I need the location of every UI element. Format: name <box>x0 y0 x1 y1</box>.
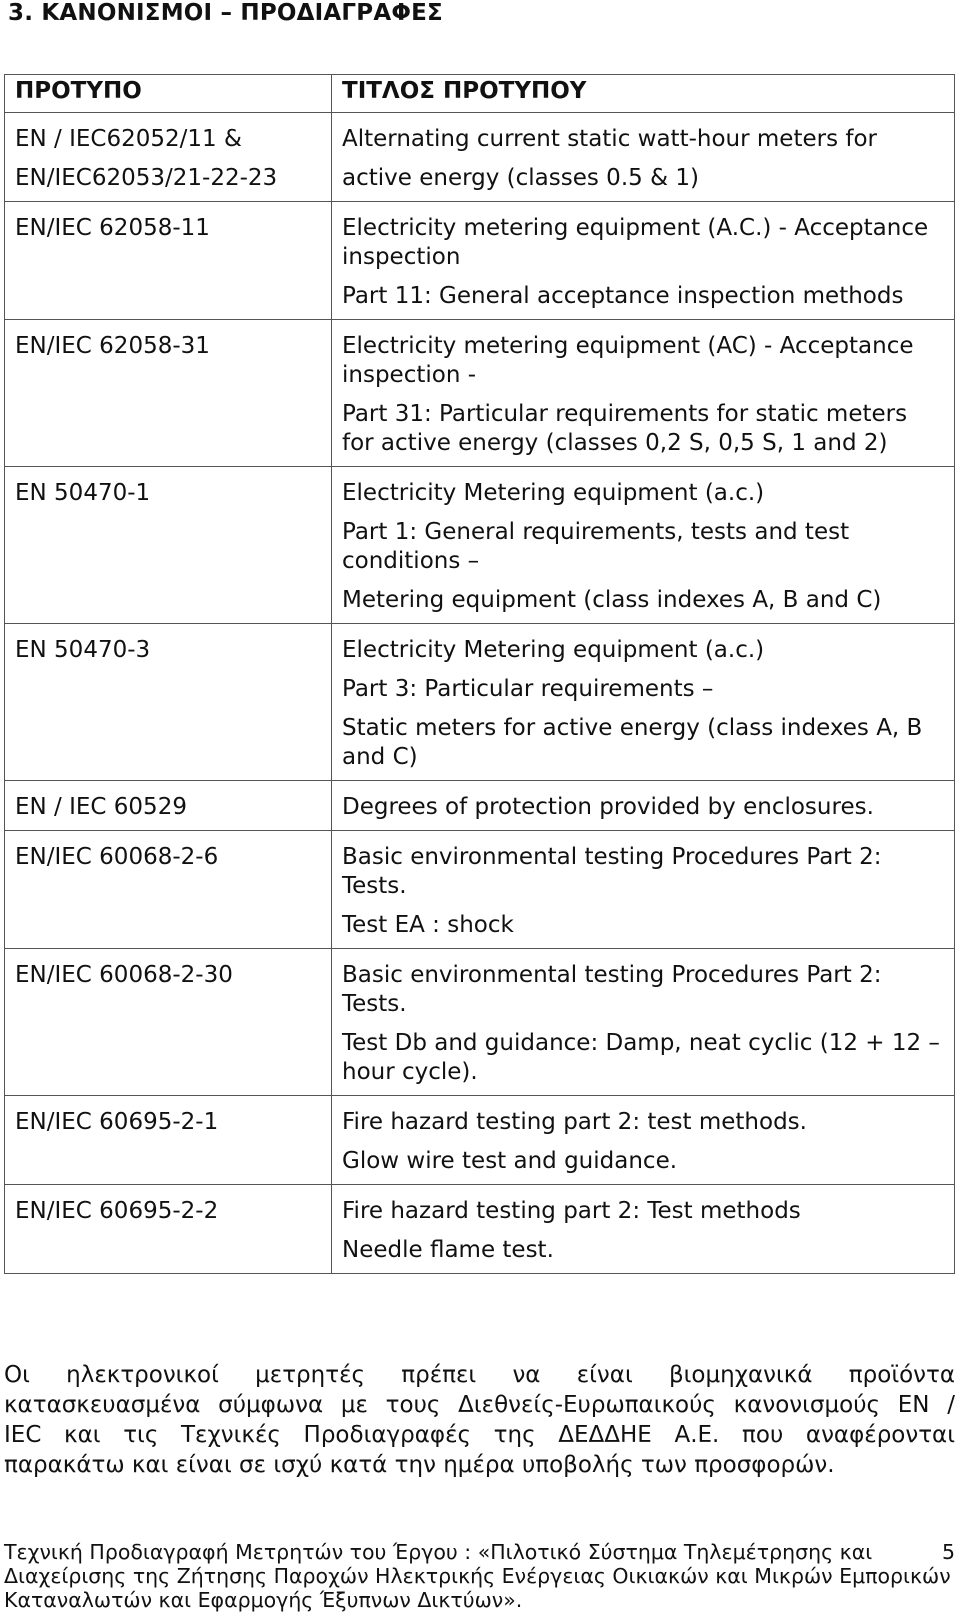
standard-code: EN/IEC 60068-2-6 <box>15 844 219 870</box>
standards-table <box>4 74 955 1274</box>
standard-title-line: Electricity Metering equipment (a.c.) <box>342 637 765 663</box>
header-title: ΤΙΤΛΟΣ ΠΡΟΤΥΠΟΥ <box>332 75 955 113</box>
standard-title-line: Degrees of protection provided by enclosures. <box>342 794 874 820</box>
page-footer <box>4 1540 955 1612</box>
standard-cell <box>5 949 332 1096</box>
table-row <box>5 624 955 781</box>
standard-title-line: Part 11: General acceptance inspection methods <box>342 283 904 309</box>
standard-cell <box>5 113 332 202</box>
title-cell <box>332 624 955 781</box>
standard-cell <box>5 831 332 949</box>
title-cell <box>332 467 955 624</box>
title-cell <box>332 1185 955 1274</box>
table-row <box>5 1185 955 1274</box>
header-standard: ΠΡΟΤΥΠΟ <box>5 75 332 113</box>
table-row <box>5 949 955 1096</box>
standard-code: EN/IEC 62058-31 <box>15 333 210 359</box>
table-row <box>5 202 955 320</box>
standard-cell <box>5 1096 332 1185</box>
table-header-row <box>5 75 955 113</box>
standard-cell <box>5 467 332 624</box>
title-cell <box>332 202 955 320</box>
section-heading: 3. ΚΑΝΟΝΙΣΜΟΙ – ΠΡΟΔΙΑΓΡΑΦΕΣ <box>8 0 443 26</box>
standard-title-line: Basic environmental testing Procedures Part 2: Tests. <box>342 962 882 1017</box>
paragraph-line: IEC και τις Τεχνικές Προδιαγραφές της ΔΕΔΔΗΕ Α.Ε. που αναφέρονται <box>4 1422 955 1448</box>
standard-code: EN / IEC62052/11 & <box>15 126 242 152</box>
body-paragraph <box>4 1360 955 1480</box>
standard-title-line: Part 31: Particular requirements for static meters for active energy (classes 0,2 S, 0,5 S, 1 and 2) <box>342 401 908 456</box>
standard-code: EN/IEC62053/21-22-23 <box>15 165 278 191</box>
standard-cell <box>5 1185 332 1274</box>
table-row <box>5 113 955 202</box>
paragraph-line: κατασκευασμένα σύμφωνα με τους Διεθνείς-Ευρωπαικούς κανονισμούς EN / <box>4 1392 955 1418</box>
standard-cell <box>5 320 332 467</box>
standard-cell <box>5 624 332 781</box>
standard-code: EN/IEC 60695-2-1 <box>15 1109 219 1135</box>
footer-line: Τεχνική Προδιαγραφή Μετρητών του Έργου : «Πιλοτικό Σύστημα Τηλεμέτρησης και <box>4 1540 873 1564</box>
standard-code: EN/IEC 62058-11 <box>15 215 210 241</box>
footer-line: Διαχείρισης της Ζήτησης Παροχών Ηλεκτρικής Ενέργειας Οικιακών και Μικρών Εμπορικών <box>4 1564 951 1588</box>
table-row <box>5 467 955 624</box>
table-row <box>5 320 955 467</box>
table-row <box>5 781 955 831</box>
standard-title-line: Test Db and guidance: Damp, neat cyclic (12 + 12 – hour cycle). <box>342 1030 940 1085</box>
standard-title-line: Part 1: General requirements, tests and test conditions – <box>342 519 850 574</box>
standard-title-line: Fire hazard testing part 2: Test methods <box>342 1198 801 1224</box>
standard-title-line: Glow wire test and guidance. <box>342 1148 678 1174</box>
title-cell <box>332 949 955 1096</box>
standard-title-line: Electricity Metering equipment (a.c.) <box>342 480 765 506</box>
standard-cell <box>5 202 332 320</box>
standard-code: EN 50470-3 <box>15 637 151 663</box>
standard-title-line: Electricity metering equipment (AC) - Acceptance inspection - <box>342 333 914 388</box>
standard-title-line: Metering equipment (class indexes A, B and C) <box>342 587 882 613</box>
standard-code: EN / IEC 60529 <box>15 794 187 820</box>
title-cell <box>332 831 955 949</box>
standard-title-line: Alternating current static watt-hour meters for <box>342 126 877 152</box>
title-cell <box>332 1096 955 1185</box>
standard-title-line: Basic environmental testing Procedures Part 2: Tests. <box>342 844 882 899</box>
standard-cell <box>5 781 332 831</box>
page-number: 5 <box>941 1540 955 1564</box>
standard-title-line: Static meters for active energy (class indexes A, B and C) <box>342 715 923 770</box>
paragraph-line: Οι ηλεκτρονικοί μετρητές πρέπει να είναι βιομηχανικά προϊόντα <box>4 1362 955 1388</box>
standard-code: EN 50470-1 <box>15 480 151 506</box>
footer-line: Καταναλωτών και Εφαρμογής Έξυπνων Δικτύων». <box>4 1588 523 1612</box>
title-cell <box>332 781 955 831</box>
title-cell <box>332 320 955 467</box>
standard-title-line: active energy (classes 0.5 & 1) <box>342 165 699 191</box>
standard-title-line: Part 3: Particular requirements – <box>342 676 714 702</box>
standard-code: EN/IEC 60068-2-30 <box>15 962 233 988</box>
standard-title-line: Electricity metering equipment (A.C.) - Acceptance inspection <box>342 215 929 270</box>
standard-code: EN/IEC 60695-2-2 <box>15 1198 219 1224</box>
standard-title-line: Fire hazard testing part 2: test methods. <box>342 1109 807 1135</box>
paragraph-line: παρακάτω και είναι σε ισχύ κατά την ημέρα υποβολής των προσφορών. <box>4 1452 835 1478</box>
table-row <box>5 1096 955 1185</box>
title-cell <box>332 113 955 202</box>
standard-title-line: Test EA : shock <box>342 912 514 938</box>
table-row <box>5 831 955 949</box>
standard-title-line: Needle flame test. <box>342 1237 554 1263</box>
